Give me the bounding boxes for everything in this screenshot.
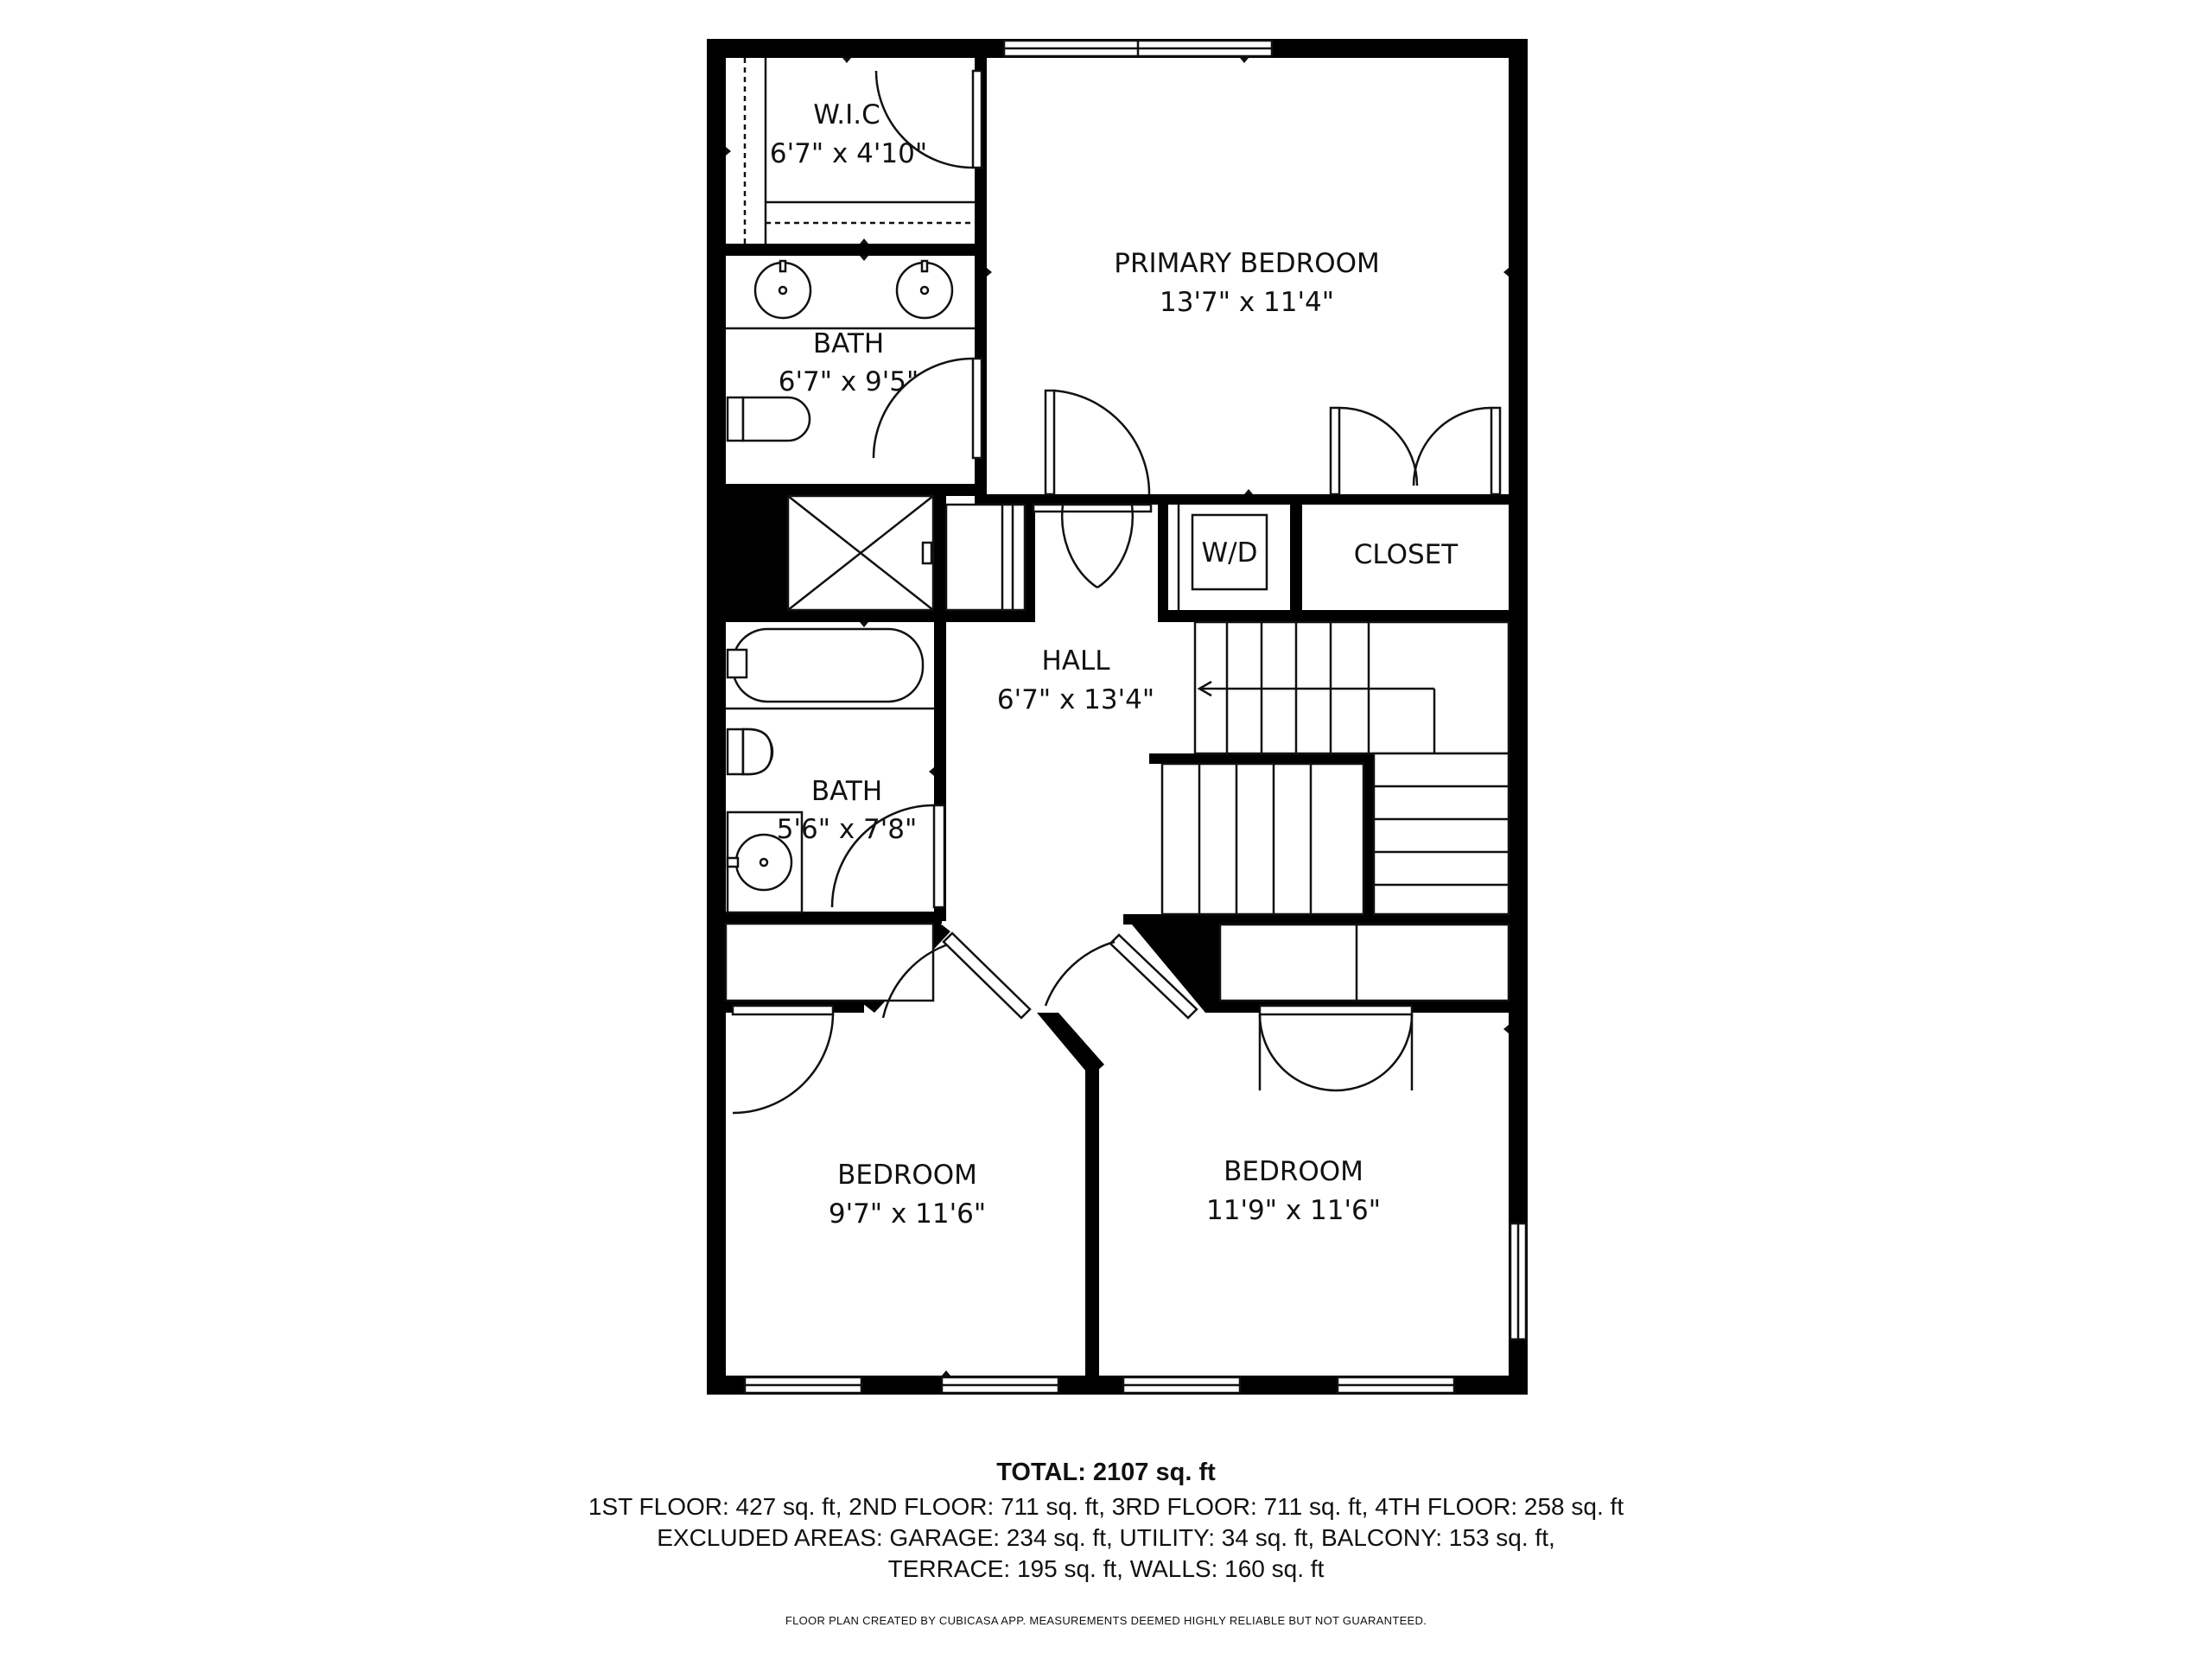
room-wic-name: W.I.C xyxy=(813,99,880,130)
room-wic-dims: 6'7" x 4'10" xyxy=(769,138,928,169)
room-closet-name: CLOSET xyxy=(1353,539,1459,570)
room-wd-name: W/D xyxy=(1201,537,1258,569)
room-primary-name: PRIMARY BEDROOM xyxy=(1114,248,1380,279)
room-bath-lower-dims: 5'6" x 7'8" xyxy=(776,814,918,845)
room-bath-upper-dims: 6'7" x 9'5" xyxy=(778,366,919,397)
room-bedroom-left-name: BEDROOM xyxy=(837,1160,977,1191)
summary-total: TOTAL: 2107 sq. ft xyxy=(996,1459,1216,1486)
disclaimer-text: FLOOR PLAN CREATED BY CUBICASA APP. MEASUREMENTS DEEMED HIGHLY RELIABLE BUT NOT GUARANTEED. xyxy=(785,1614,1427,1627)
room-bedroom-right-dims: 11'9" x 11'6" xyxy=(1206,1195,1381,1226)
room-hall-dims: 6'7" x 13'4" xyxy=(996,684,1155,715)
summary-excluded-areas-cont: TERRACE: 195 sq. ft, WALLS: 160 sq. ft xyxy=(887,1555,1325,1582)
summary-excluded-areas: EXCLUDED AREAS: GARAGE: 234 sq. ft, UTILITY: 34 sq. ft, BALCONY: 153 sq. ft, xyxy=(657,1524,1555,1551)
room-bedroom-right-name: BEDROOM xyxy=(1224,1156,1363,1187)
summary-floor-areas: 1ST FLOOR: 427 sq. ft, 2ND FLOOR: 711 sq. ft, 3RD FLOOR: 711 sq. ft, 4TH FLOOR: 258 sq. ft xyxy=(588,1493,1624,1520)
room-bedroom-left-dims: 9'7" x 11'6" xyxy=(828,1198,987,1230)
room-bath-lower-name: BATH xyxy=(810,776,883,807)
room-hall-name: HALL xyxy=(1041,645,1110,677)
room-primary-dims: 13'7" x 11'4" xyxy=(1160,287,1334,318)
room-bath-upper-name: BATH xyxy=(812,328,885,359)
